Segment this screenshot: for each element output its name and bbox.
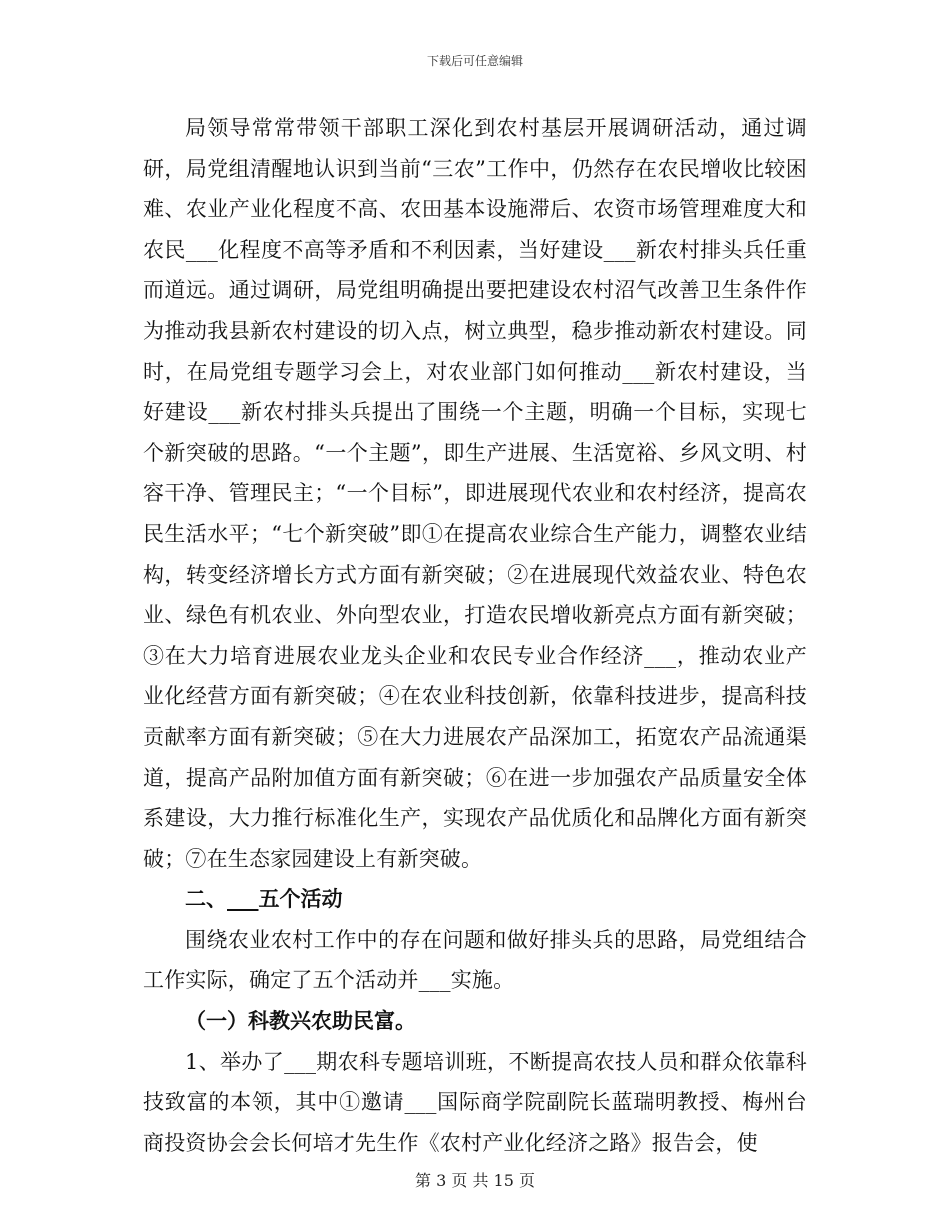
page-header: 下载后可任意编辑 — [426, 54, 523, 68]
section-heading-five-activities: 二、___五个活动 — [185, 886, 343, 912]
paragraph-training: 1、举办了___期农科专题培训班，不断提高农技人员和群众依靠科技致富的本领，其中①邀请___国际商学院副院长蓝瑞明教授、梅州台商投资协会会长何培才先生作《农村产业化经济之路》报告会，使 — [143, 1049, 807, 1155]
paragraph-five-activities-intro: 围绕农业农村工作中的存在问题和做好排头兵的思路，局党组结合工作实际，确定了五个活动并___实施。 — [143, 927, 807, 993]
paragraph-research: 局领导常常带领干部职工深化到农村基层开展调研活动，通过调研，局党组清醒地认识到当前“三农”工作中，仍然存在农民增收比较困难、农业产业化程度不高、农田基本设施滞后、农资市场管理难度大和农民___化程度不高等矛盾和不利因素，当好建设___新农村排头兵任重而道远。通过调研，局党组明确提出要把建设农村沼气改善卫生条件作为推动我县新农村建设的切入点，树立典型，稳步推动新农村建设。同时，在局党组专题学习会上，对农业部门如何推动___新农村建设，当好建设___新农村排头兵提出了围绕一个主题，明确一个目标，实现七个新突破的思路。“一个主题”，即生产进展、生活宽裕、乡风文明、村容干净、管理民主；“一个目标”，即进展现代农业和农村经济，提高农民生活水平；“七个新突破”即①在提高农业综合生产能力，调整农业结构，转变经济增长方式方面有新突破；②在进展现代效益农业、特色农业、绿色有机农业、外向型农业，打造农民增收新亮点方面有新突破；③在大力培育进展农业龙头企业和农民专业合作经济___，推动农业产业化经营方面有新突破；④在农业科技创新，依靠科技进步，提高科技贡献率方面有新突破；⑤在大力进展农产品深加工，拓宽农产品流通渠道，提高产品附加值方面有新突破；⑥在进一步加强农产品质量安全体系建设，大力推行标准化生产，实现农产品优质化和品牌化方面有新突破；⑦在生态家园建设上有新突破。 — [143, 116, 807, 871]
subsection-heading-science-education: （一）科教兴农助民富。 — [185, 1008, 416, 1034]
page-number-footer: 第 3 页 共 15 页 — [415, 1171, 535, 1190]
document-body — [143, 108, 807, 1163]
